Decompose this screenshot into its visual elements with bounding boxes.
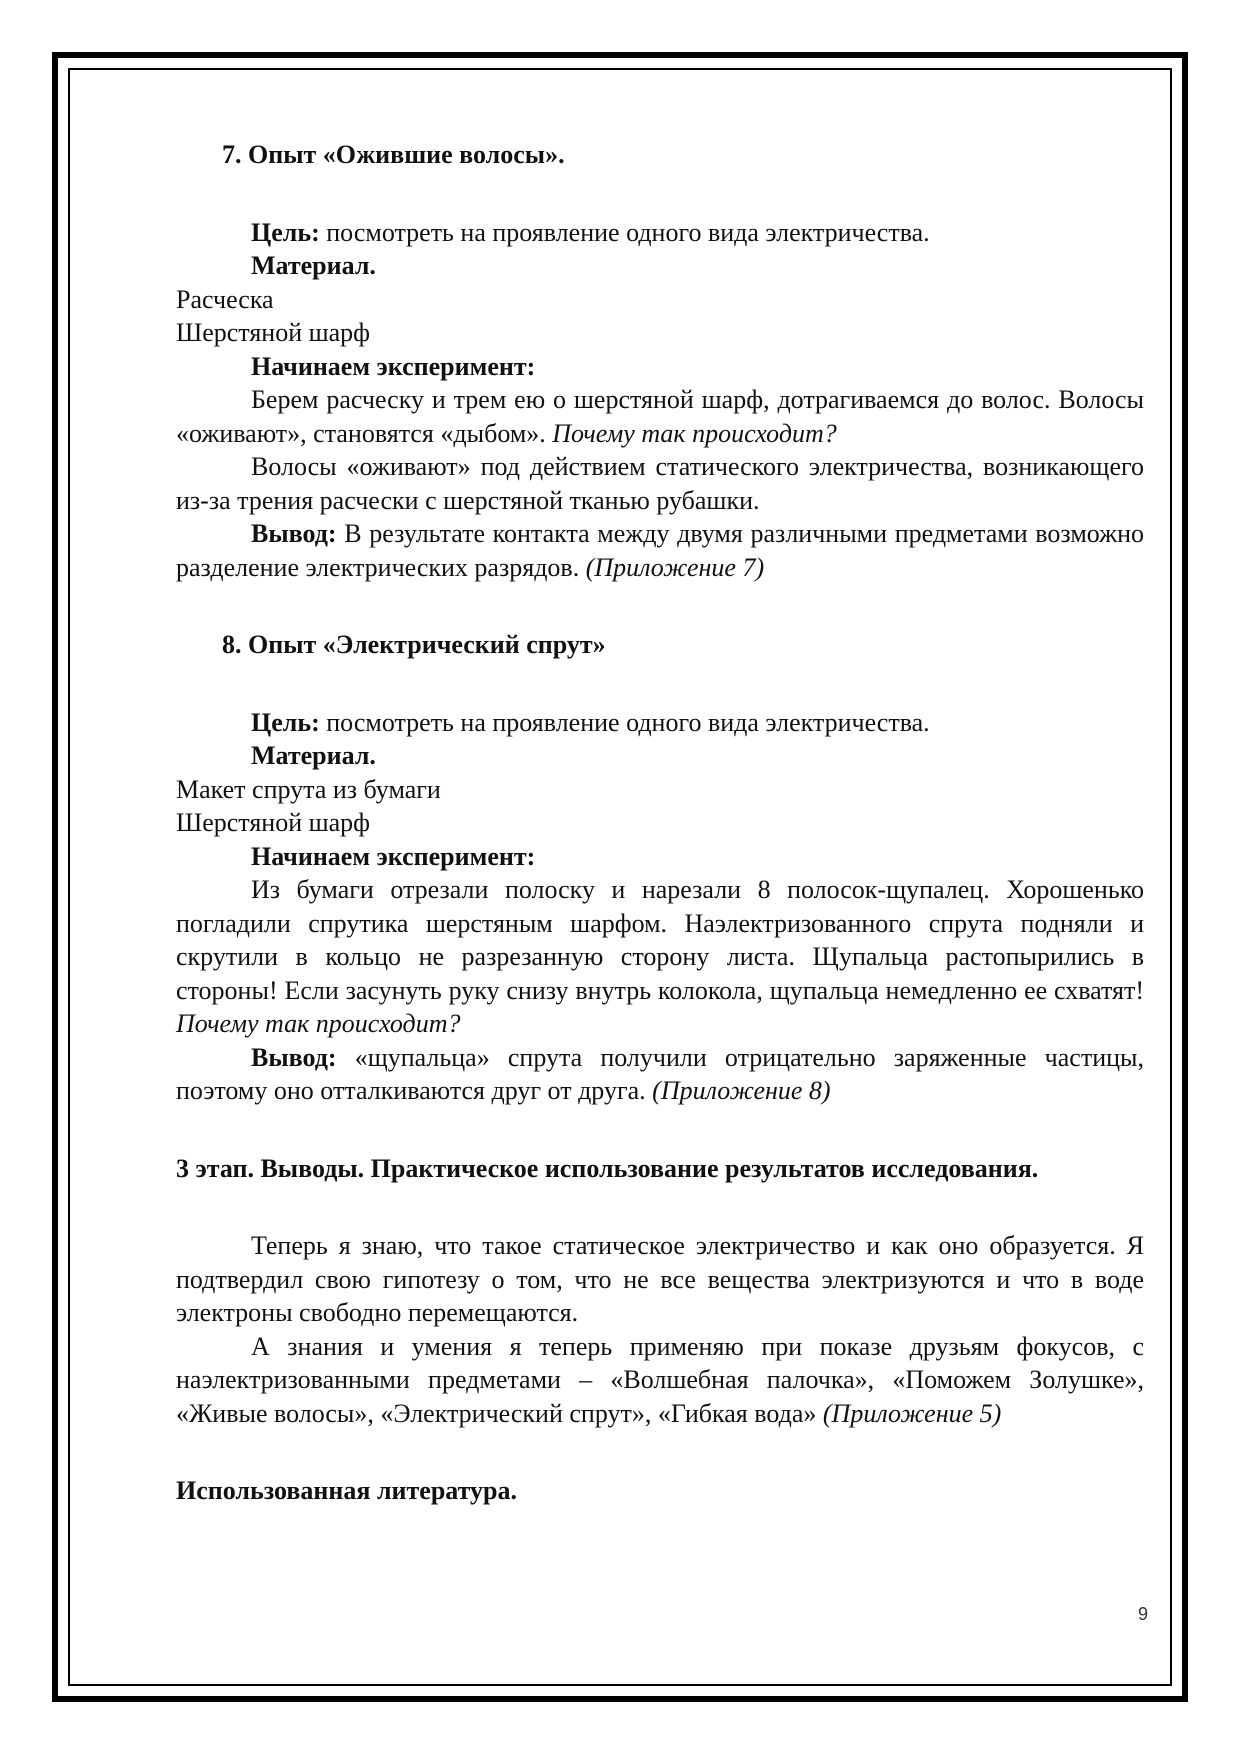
experiment-7-conclusion [176, 517, 1144, 584]
experiment-7-material-item: Шерстяной шарф [176, 318, 371, 347]
question-text: Почему так происходит? [552, 418, 837, 448]
experiment-8-material-item: Макет спрута из бумаги [176, 774, 441, 804]
experiment-8-goal [176, 706, 1144, 740]
appendix-reference: (Приложение 8) [652, 1076, 831, 1105]
experiment-8-material-item: Шерстяной шарф [176, 808, 371, 837]
experiment-8-paragraph [176, 873, 1144, 1041]
experiment-7-paragraph: Волосы «оживают» под действием статического электричества, возникающего из-за трения расчески с шерстяной тканью рубашки. [176, 452, 1144, 515]
appendix-reference: (Приложение 5) [822, 1398, 1002, 1428]
paragraph-text: Берем расческу и трем ею о шерстяной шарф, дотрагиваемся до волос. Волосы «оживают», становятся «дыбом». [176, 385, 1144, 448]
experiment-8-heading: 8. Опыт «Электрический спрут» [222, 630, 606, 659]
experiment-7-start-label: Начинаем эксперимент: [251, 351, 536, 381]
appendix-reference: (Приложение 7) [585, 552, 765, 582]
experiment-7-goal [176, 216, 1144, 250]
experiment-8-start-label: Начинаем эксперимент: [251, 841, 536, 871]
conclusion-text: «щупальца» спрута получили отрицательно заряженные частицы, поэтому оно отталкиваются друг от друга. [176, 1042, 1144, 1105]
conclusion-text: В результате контакта между двумя различными предметами возможно разделение электрических разрядов. [176, 519, 1144, 582]
question-text: Почему так происходит? [176, 1009, 461, 1038]
experiment-8-conclusion [176, 1041, 1144, 1108]
conclusion-label: Вывод: [251, 1042, 337, 1072]
stage-3-paragraph: Теперь я знаю, что такое статическое электричество и как оно образуется. Я подтвердил свою гипотезу о том, что не все вещества электризуются и что в воде электроны свободно перемещаются. [176, 1231, 1144, 1327]
conclusion-label: Вывод: [251, 519, 337, 548]
stage-3-heading: 3 этап. Выводы. Практическое использование результатов исследования. [176, 1153, 1039, 1183]
paragraph-text: А знания и умения я теперь применяю при показе друзьям фокусов, с наэлектризованными предметами – «Волшебная палочка», «Поможем Золушке», «Живые волосы», «Электрический спрут», «Гибкая вода» [176, 1331, 1144, 1428]
goal-text: посмотреть на проявление одного вида электричества. [319, 217, 930, 247]
goal-label: Цель: [251, 217, 320, 247]
experiment-7-paragraph [176, 383, 1144, 450]
goal-text: посмотреть на проявление одного вида электричества. [319, 707, 930, 737]
experiment-8-material-label: Материал. [251, 741, 376, 770]
paragraph-text: Из бумаги отрезали полоску и нарезали 8 полосок-щупалец. Хорошенько погладили спрутика шерстяным шарфом. Наэлектризованного спрута подняли и скрутили в кольцо не разрезанную сторону листа. Щупальца растопырились в стороны! Если засунуть руку снизу внутрь колокола, щупальца немедленно ее схватят! [176, 875, 1144, 1005]
stage-3-paragraph [176, 1330, 1144, 1431]
experiment-7-heading: 7. Опыт «Ожившие волосы». [222, 140, 565, 169]
experiment-7-material-item: Расческа [176, 284, 274, 314]
page-content [176, 138, 1144, 1508]
page-number: 9 [1137, 1604, 1148, 1624]
literature-heading: Использованная литература. [176, 1476, 518, 1505]
goal-label: Цель: [251, 707, 320, 737]
experiment-7-material-label: Материал. [251, 251, 376, 280]
